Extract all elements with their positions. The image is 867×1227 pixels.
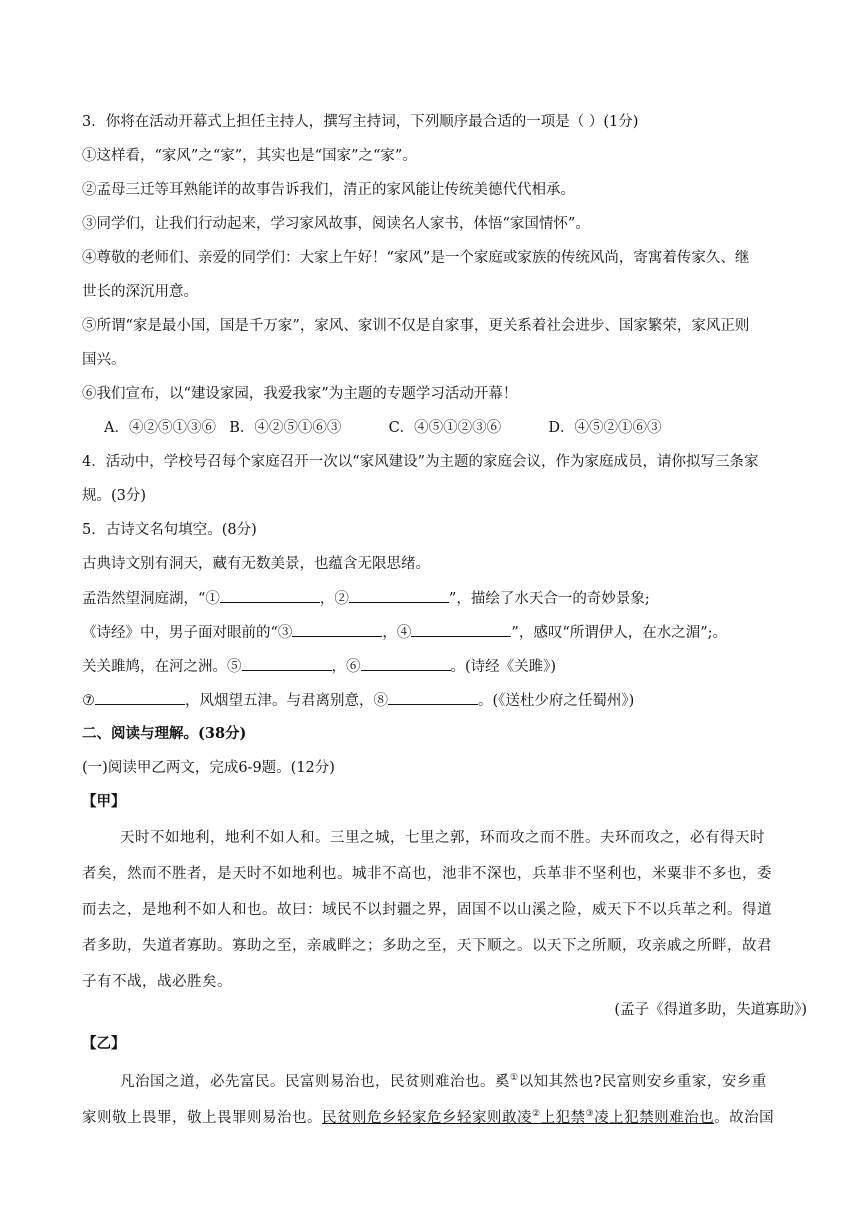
q3-sentence-3: ③同学们，让我们行动起来，学习家风故事，阅读名人家书，体悟“家国情怀”。 <box>82 216 590 232</box>
passage-yi-label: 【乙】 <box>82 1035 126 1052</box>
q3-sentence-6: ⑥我们宣布，以“建设家园，我爱我家”为主题的专题学习活动开幕！ <box>82 386 518 402</box>
blank-3[interactable] <box>292 622 382 637</box>
blank-5[interactable] <box>242 656 332 671</box>
section-2-title: 二、阅读与理解。(38分) <box>82 725 247 742</box>
passage-jia-line-2: 者矣，然而不胜者，是天时不如地利也。城非不高也，池非不深也，兵革非不坚利也，米粟非不多也，委 <box>82 866 772 882</box>
passage-jia-line-3: 而去之，是地利不如人和也。故曰：域民不以封疆之界，固国不以山溪之险，威天下不以兵革之利。得道 <box>82 902 772 918</box>
footnote-2: ② <box>532 1109 541 1119</box>
q3-sentence-1: ①这样看，“家风”之“家”，其实也是“国家”之“家”。 <box>82 148 417 164</box>
q3-sentence-4b: 世长的深沉用意。 <box>82 284 198 300</box>
q5-line-4: ⑦ ，风烟望五津。与君离别意，⑧ 。(《送杜少府之任蜀州》) <box>82 690 634 711</box>
q5-line-3: 关关雎鸠，在河之洲。⑤ ，⑥ 。(诗经《关雎》) <box>82 656 556 677</box>
footnote-3: ③ <box>585 1109 595 1119</box>
passage-jia-label: 【甲】 <box>82 793 126 810</box>
q3-sentence-4a: ④尊敬的老师们、亲爱的同学们：大家上午好！“家风”是一个家庭或家族的传统风尚，寄寓着传家久、继 <box>82 250 750 266</box>
section-2-subtitle: (一)阅读甲乙两文，完成6-9题。(12分) <box>82 760 335 776</box>
q3-option-c: C．④⑤①②③⑥ <box>388 420 502 436</box>
underlined-sentence: 民贫则危乡轻家危乡轻家则敢凌②上犯禁③凌上犯禁则难治也 <box>322 1109 715 1126</box>
q3-option-b: B．④②⑤①⑥③ <box>229 420 342 436</box>
q3-sentence-5b: 国兴。 <box>82 352 126 368</box>
passage-yi-line-2: 家则敬上畏罪，敬上畏罪则易治也。民贫则危乡轻家危乡轻家则敢凌②上犯禁③凌上犯禁则难治也。故治国 <box>82 1109 775 1126</box>
q5-line-1: 孟浩然望洞庭湖，“① ，② ”，描绘了水天合一的奇妙景象; <box>82 588 650 609</box>
blank-4[interactable] <box>411 622 511 637</box>
q3-stem: 3．你将在活动开幕式上担任主持人，撰写主持词，下列顺序最合适的一项是（ ）(1分) <box>82 114 639 130</box>
q3-options <box>104 418 662 438</box>
q3-option-d: D．④⑤②①⑥③ <box>548 420 662 436</box>
q5-stem: 5．古诗文名句填空。(8分) <box>82 522 257 538</box>
passage-jia-line-1: 天时不如地利，地利不如人和。三里之城，七里之郭，环而攻之而不胜。夫环而攻之，必有得天时 <box>120 830 765 846</box>
passage-jia-source: (孟子《得道多助，失道寡助》) <box>614 1002 807 1018</box>
passage-jia-line-4: 者多助，失道者寡助。寡助之至，亲戚畔之；多助之至，天下顺之。以天下之所顺，攻亲戚之所畔，故君 <box>82 938 772 954</box>
q4-line-2: 规。(3分) <box>82 488 147 504</box>
blank-6[interactable] <box>361 656 451 671</box>
q5-line-2: 《诗经》中，男子面对眼前的“③ ，④ ”，感叹“所谓伊人，在水之湄”;。 <box>82 622 727 643</box>
blank-8[interactable] <box>388 690 478 705</box>
passage-jia-line-5: 子有不战，战必胜矣。 <box>82 974 232 990</box>
q3-sentence-2: ②孟母三迁等耳熟能详的故事告诉我们，清正的家风能让传统美德代代相承。 <box>82 182 575 198</box>
passage-yi-line-1: 凡治国之道，必先富民。民富则易治也，民贫则难治也。奚①以知其然也?民富则安乡重家，安乡重 <box>120 1073 767 1090</box>
footnote-1: ① <box>510 1073 519 1083</box>
q5-intro: 古典诗文别有洞天，藏有无数美景，也蕴含无限思绪。 <box>82 556 430 572</box>
q4-line-1: 4．活动中，学校号召每个家庭召开一次以“家风建设”为主题的家庭会议，作为家庭成员，请你拟写三条家 <box>82 454 759 470</box>
q3-option-a: A．④②⑤①③⑥ <box>104 420 216 436</box>
blank-7[interactable] <box>95 690 185 705</box>
blank-1[interactable] <box>220 588 320 603</box>
blank-2[interactable] <box>349 588 449 603</box>
q3-sentence-5a: ⑤所谓“家是最小国，国是千万家”，家风、家训不仅是自家事，更关系着社会进步、国家繁荣，家风正则 <box>82 318 750 334</box>
